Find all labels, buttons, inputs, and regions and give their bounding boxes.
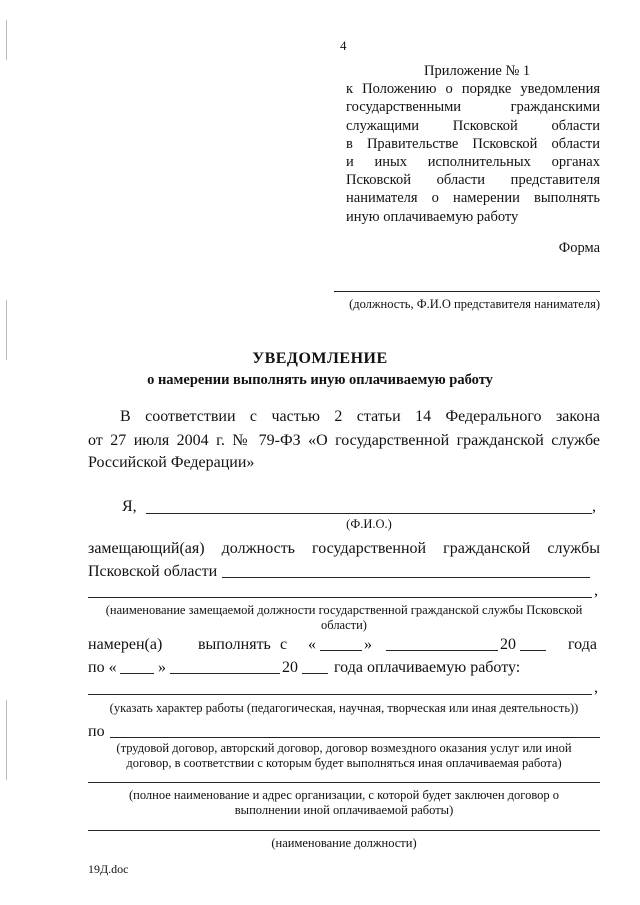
recipient-field[interactable] (334, 291, 600, 292)
page-number: 4 (340, 38, 347, 53)
appendix-line: нанимателя о намерении выполнять (346, 190, 600, 207)
end-year-field[interactable] (302, 673, 328, 674)
position-caption: (наименование замещаемой должности государственной гражданской службы Псковской области) (105, 603, 583, 632)
intro-line-3: Российской Федерации» (88, 454, 255, 471)
document-subtitle: о намерении выполнять иную оплачиваемую работу (147, 372, 493, 388)
end-month-field[interactable] (170, 673, 280, 674)
appendix-line: Псковской области представителя (346, 172, 600, 189)
appendix-line: и иных исполнительных органах (346, 154, 600, 171)
appendix-line: к Положению о порядке уведомления (346, 81, 600, 98)
appendix-line: государственными гражданскими (346, 99, 600, 116)
post-caption: (наименование должности) (271, 836, 417, 850)
appendix-block (346, 62, 600, 226)
appendix-line: служащими Псковской области (346, 117, 600, 134)
form-label: Форма (558, 240, 600, 256)
ya-label: Я, (122, 498, 137, 515)
contract-field[interactable] (110, 737, 600, 738)
intro-line-2: от 27 июля 2004 г. № 79-ФЗ «О государственной гражданской службе (88, 432, 600, 449)
po-label: по (88, 723, 105, 740)
work-type-field[interactable] (88, 694, 592, 695)
scan-edge-mark (6, 300, 7, 360)
organization-caption: (полное наименование и адрес организации, с которой будет заключен договор о выполнении иной оплачиваемой работы) (128, 788, 560, 817)
position-field[interactable] (222, 577, 590, 578)
post-field[interactable] (88, 830, 600, 831)
scan-edge-mark (6, 20, 7, 60)
appendix-title: Приложение № 1 (424, 63, 531, 79)
organization-field[interactable] (88, 782, 600, 783)
recipient-caption: (должность, Ф.И.О представителя нанимателя) (349, 297, 600, 311)
appendix-line: иную оплачиваемую работу (346, 208, 519, 225)
scan-edge-mark (6, 700, 7, 780)
position-field-2[interactable] (88, 597, 592, 598)
file-name: 19Д.doc (88, 862, 129, 876)
fio-field[interactable] (146, 513, 592, 514)
work-type-caption: (указать характер работы (педагогическая, научная, творческая или иная деятельность)) (109, 701, 579, 715)
comma: , (594, 582, 598, 599)
end-day-field[interactable] (120, 673, 154, 674)
start-day-field[interactable] (320, 650, 362, 651)
fio-caption: (Ф.И.О.) (346, 517, 392, 531)
position-line-1: замещающий(ая) должность государственной гражданской службы (88, 540, 600, 557)
intro-line-1: В соответствии с частью 2 статьи 14 Федерального закона (120, 408, 600, 425)
document-title: УВЕДОМЛЕНИЕ (252, 350, 388, 367)
comma: , (594, 679, 598, 696)
start-year-field[interactable] (520, 650, 546, 651)
start-month-field[interactable] (386, 650, 498, 651)
contract-caption: (трудовой договор, авторский договор, договор возмездного оказания услуг или иной договор, в соответствии с которым будет выполняться иная оплачиваемая работа) (116, 741, 572, 770)
appendix-line: в Правительстве Псковской области (346, 135, 600, 152)
position-line-2: Псковской области (88, 563, 218, 580)
comma: , (592, 498, 596, 515)
